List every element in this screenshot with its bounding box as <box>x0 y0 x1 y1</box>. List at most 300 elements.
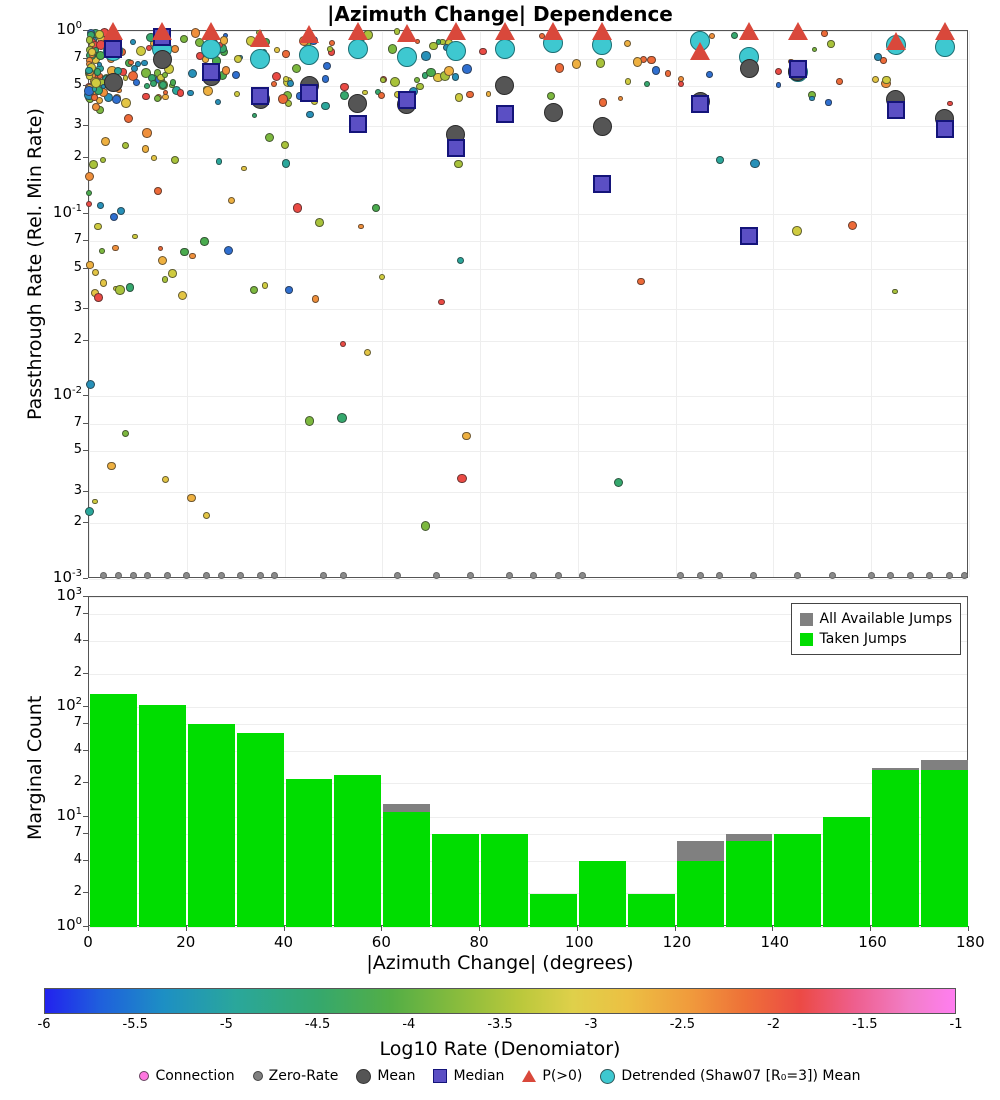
scatter-point-connection <box>99 248 105 254</box>
scatter-point-connection <box>379 274 385 280</box>
legend-item <box>139 1068 234 1084</box>
scatter-point-p-positive <box>886 32 906 50</box>
scatter-point-connection <box>222 66 231 75</box>
scatter-point-zero-rate <box>115 572 122 579</box>
histogram-y-tick-label: $10^3$ <box>56 586 82 604</box>
scatter-point-connection <box>115 285 124 294</box>
scatter-y-tick-label: $10^{-1}$ <box>52 202 82 221</box>
scatter-point-connection <box>892 289 897 294</box>
scatter-point-connection <box>775 68 782 75</box>
scatter-point-connection <box>94 293 103 302</box>
histogram-x-tick-label: 20 <box>176 933 196 951</box>
scatter-point-connection <box>380 77 386 83</box>
scatter-point-connection <box>163 90 168 95</box>
histogram-bar-taken-jumps <box>237 733 284 927</box>
histogram-bar-taken-jumps <box>774 834 821 927</box>
colorbar-tick-label: -1 <box>949 1017 963 1032</box>
scatter-point-connection <box>85 172 95 182</box>
scatter-point-connection <box>274 47 280 53</box>
scatter-point-zero-rate <box>506 572 513 579</box>
scatter-point-zero-rate <box>203 572 210 579</box>
scatter-point-p-positive <box>935 22 955 40</box>
histogram-bar-taken-jumps <box>579 861 626 927</box>
scatter-point-connection <box>121 98 131 108</box>
gridline <box>89 396 967 397</box>
scatter-y-axis-label: Passthrough Rate (Rel. Min Rate) <box>24 108 46 420</box>
scatter-point-connection <box>97 202 104 209</box>
scatter-point-connection <box>455 93 464 102</box>
scatter-point-zero-rate <box>794 572 801 579</box>
scatter-point-connection <box>162 94 168 100</box>
axis-tick-mark <box>83 613 88 614</box>
scatter-point-connection <box>252 113 258 119</box>
scatter-point-zero-rate <box>237 572 244 579</box>
scatter-point-zero-rate <box>257 572 264 579</box>
scatter-point-median <box>447 139 465 157</box>
scatter-y-tick-label: 3 <box>73 482 82 498</box>
scatter-y-tick-label: 5 <box>73 259 82 275</box>
scatter-point-connection <box>716 156 724 164</box>
scatter-point-zero-rate <box>271 572 278 579</box>
histogram-x-axis-label: |Azimuth Change| (degrees) <box>366 952 634 974</box>
histogram-y-tick-label: 2 <box>73 884 82 900</box>
scatter-point-mean <box>348 94 367 113</box>
histogram-x-tick-label: 60 <box>371 933 391 951</box>
scatter-point-connection <box>141 60 147 66</box>
gridline <box>89 241 967 242</box>
legend-item <box>356 1068 415 1084</box>
legend-item-label: P(>0) <box>542 1068 583 1084</box>
axis-tick-mark <box>83 750 88 751</box>
gridline <box>89 424 967 425</box>
colorbar-tick-label: -4.5 <box>304 1017 331 1032</box>
scatter-point-connection <box>429 42 437 50</box>
scatter-point-p-positive <box>788 22 808 40</box>
marker-legend <box>0 1068 1000 1084</box>
scatter-point-p-positive <box>592 22 612 40</box>
scatter-point-zero-rate <box>579 572 586 579</box>
scatter-point-connection <box>112 95 121 104</box>
histogram-bar-taken-jumps <box>383 812 430 927</box>
scatter-point-connection <box>792 226 802 236</box>
scatter-point-connection <box>281 141 289 149</box>
scatter-point-zero-rate <box>218 572 225 579</box>
histogram-x-tick-label: 80 <box>469 933 489 951</box>
scatter-point-mean <box>593 117 612 136</box>
histogram-bar-taken-jumps <box>188 724 235 927</box>
histogram-x-tick-label: 180 <box>956 933 985 951</box>
scatter-point-connection <box>262 282 269 289</box>
scatter-point-connection <box>388 44 397 53</box>
axis-tick-mark <box>83 240 88 241</box>
scatter-point-connection <box>731 32 738 39</box>
scatter-point-connection <box>92 103 100 111</box>
scatter-point-connection <box>85 507 94 516</box>
scatter-point-detrended-mean <box>446 41 466 61</box>
axis-tick-mark <box>772 926 773 931</box>
scatter-point-connection <box>203 86 213 96</box>
scatter-point-p-positive <box>348 22 368 40</box>
gridline <box>773 31 774 577</box>
histogram-bar-taken-jumps <box>726 841 773 927</box>
scatter-point-connection <box>86 36 93 43</box>
colorbar-tick-label: -5.5 <box>122 1017 148 1032</box>
scatter-point-connection <box>312 295 320 303</box>
scatter-point-connection <box>224 246 233 255</box>
scatter-point-connection <box>282 159 291 168</box>
scatter-point-connection <box>94 223 101 230</box>
histogram-y-tick-label: 7 <box>73 714 82 730</box>
gridline <box>285 31 286 577</box>
scatter-point-p-positive <box>103 22 123 40</box>
scatter-point-connection <box>122 142 129 149</box>
scatter-point-connection <box>364 349 371 356</box>
histogram-legend <box>791 603 961 655</box>
axis-tick-mark <box>284 926 285 931</box>
scatter-point-connection <box>91 94 97 100</box>
axis-tick-mark <box>83 522 88 523</box>
scatter-point-connection <box>92 269 99 276</box>
scatter-point-connection <box>287 80 294 87</box>
colorbar-tick-label: -3 <box>584 1017 598 1032</box>
scatter-point-connection <box>168 269 176 277</box>
histogram-x-tick-label: 0 <box>83 933 93 951</box>
gridline <box>382 31 383 577</box>
scatter-point-connection <box>444 66 454 76</box>
gridline <box>89 309 967 310</box>
scatter-point-median <box>202 63 220 81</box>
histogram-bar-taken-jumps <box>139 705 186 927</box>
scatter-point-connection <box>624 40 631 47</box>
scatter-point-mean <box>153 50 172 69</box>
scatter-point-connection <box>126 283 134 291</box>
gridline <box>578 31 579 577</box>
scatter-point-connection <box>809 96 815 102</box>
scatter-point-zero-rate <box>677 572 684 579</box>
scatter-y-tick-label: 3 <box>73 117 82 133</box>
colorbar-tick-label: -1.5 <box>852 1017 878 1032</box>
scatter-point-connection <box>486 91 491 96</box>
scatter-point-connection <box>776 82 782 88</box>
axis-tick-mark <box>83 125 88 126</box>
scatter-y-tick-label: 7 <box>73 414 82 430</box>
legend-item-label: Connection <box>155 1068 235 1084</box>
scatter-point-median <box>300 84 318 102</box>
histogram-y-tick-label: 2 <box>73 664 82 680</box>
scatter-point-median <box>740 227 758 245</box>
legend-label-all-jumps: All Available Jumps <box>819 611 952 627</box>
scatter-point-zero-rate <box>340 572 347 579</box>
scatter-point-median <box>496 105 514 123</box>
scatter-point-connection <box>133 79 140 86</box>
scatter-point-zero-rate <box>394 572 401 579</box>
scatter-point-median <box>398 91 416 109</box>
axis-tick-mark <box>83 706 88 707</box>
gridline <box>89 492 967 493</box>
scatter-point-zero-rate <box>100 572 107 579</box>
scatter-point-median <box>251 87 269 105</box>
legend-item <box>433 1068 504 1084</box>
legend-item-label: Zero-Rate <box>268 1068 339 1084</box>
scatter-point-connection <box>177 89 185 97</box>
scatter-point-connection <box>95 30 104 39</box>
scatter-point-detrended-mean <box>299 45 319 65</box>
histogram-bar-taken-jumps <box>481 834 528 927</box>
scatter-point-connection <box>100 279 108 287</box>
scatter-point-connection <box>390 77 400 87</box>
scatter-point-connection <box>836 78 843 85</box>
scatter-y-tick-label: 3 <box>73 300 82 316</box>
histogram-y-axis-label: Marginal Count <box>24 695 46 840</box>
scatter-point-connection <box>154 187 162 195</box>
scatter-point-connection <box>362 90 368 96</box>
legend-item-taken-jumps <box>800 629 952 649</box>
scatter-point-connection <box>555 63 565 73</box>
scatter-point-connection <box>825 99 831 105</box>
legend-label-taken-jumps: Taken Jumps <box>819 631 907 647</box>
scatter-point-connection <box>154 95 161 102</box>
scatter-point-connection <box>151 155 157 161</box>
scatter-y-tick-label: 2 <box>73 514 82 530</box>
gridline <box>89 126 967 127</box>
legend-item-label: Mean <box>377 1068 416 1084</box>
scatter-point-zero-rate <box>946 572 953 579</box>
scatter-point-detrended-mean <box>250 49 270 69</box>
histogram-y-tick-label: 4 <box>73 631 82 647</box>
axis-tick-mark <box>83 423 88 424</box>
axis-tick-mark <box>83 30 88 31</box>
scatter-point-connection <box>599 98 608 107</box>
histogram-x-tick-label: 100 <box>564 933 594 951</box>
scatter-point-connection <box>215 99 221 105</box>
axis-tick-mark <box>83 578 88 579</box>
scatter-point-zero-rate <box>320 572 327 579</box>
scatter-y-tick-label: 7 <box>73 232 82 248</box>
legend-item-label: Median <box>453 1068 505 1084</box>
legend-marker-dot-icon <box>253 1071 263 1081</box>
gridline <box>89 214 967 215</box>
scatter-point-connection <box>158 246 163 251</box>
histogram-bar-taken-jumps <box>628 894 675 927</box>
scatter-point-connection <box>271 81 277 87</box>
axis-tick-mark <box>83 395 88 396</box>
legend-item-label: Detrended (Shaw07 [R₀=3]) Mean <box>621 1068 861 1084</box>
scatter-point-connection <box>187 90 194 97</box>
scatter-point-connection <box>234 91 240 97</box>
scatter-point-mean <box>495 76 514 95</box>
gridline <box>89 451 967 452</box>
legend-item <box>600 1068 860 1084</box>
scatter-point-connection <box>265 133 274 142</box>
scatter-plot-panel <box>88 30 968 578</box>
scatter-point-detrended-mean <box>201 39 221 59</box>
scatter-point-p-positive <box>543 22 563 40</box>
colorbar-tick-label: -2.5 <box>669 1017 696 1032</box>
histogram-bar-taken-jumps <box>677 861 724 927</box>
scatter-point-connection <box>882 76 891 85</box>
axis-tick-mark <box>870 926 871 931</box>
scatter-point-connection <box>321 102 329 110</box>
scatter-point-connection <box>812 47 817 52</box>
scatter-point-p-positive <box>446 22 466 40</box>
axis-tick-mark <box>83 723 88 724</box>
scatter-point-connection <box>750 159 759 168</box>
scatter-point-connection <box>216 158 222 164</box>
colorbar-tick-label: -2 <box>767 1017 781 1032</box>
histogram-bar-taken-jumps <box>530 894 577 927</box>
scatter-point-connection <box>100 157 106 163</box>
scatter-point-connection <box>110 213 118 221</box>
scatter-y-tick-label: 7 <box>73 49 82 65</box>
scatter-point-connection <box>130 39 136 45</box>
scatter-point-median <box>104 40 122 58</box>
scatter-point-connection <box>293 203 303 213</box>
histogram-y-tick-label: $10^0$ <box>56 916 82 934</box>
scatter-point-connection <box>462 432 471 441</box>
scatter-point-zero-rate <box>907 572 914 579</box>
axis-tick-mark <box>83 308 88 309</box>
scatter-point-detrended-mean <box>348 39 368 59</box>
scatter-point-connection <box>89 160 98 169</box>
scatter-point-connection <box>232 71 240 79</box>
scatter-point-zero-rate <box>829 572 836 579</box>
scatter-y-tick-label: 2 <box>73 331 82 347</box>
scatter-point-connection <box>637 278 645 286</box>
scatter-point-p-positive <box>201 22 221 40</box>
page-title: |Azimuth Change| Dependence <box>327 2 673 26</box>
scatter-point-connection <box>596 58 606 68</box>
axis-tick-mark <box>577 926 578 931</box>
histogram-bar-taken-jumps <box>432 834 479 927</box>
gridline <box>676 31 677 577</box>
scatter-point-zero-rate <box>530 572 537 579</box>
scatter-point-connection <box>652 66 660 74</box>
scatter-point-connection <box>426 68 436 78</box>
scatter-point-zero-rate <box>887 572 894 579</box>
scatter-point-connection <box>241 166 247 172</box>
scatter-point-p-positive <box>397 24 417 42</box>
scatter-point-connection <box>180 248 189 257</box>
scatter-point-connection <box>112 245 119 252</box>
histogram-bar-taken-jumps <box>334 775 381 927</box>
histogram-bar-taken-jumps <box>90 694 137 927</box>
scatter-point-detrended-mean <box>397 47 417 67</box>
scatter-point-connection <box>162 476 169 483</box>
axis-tick-mark <box>675 926 676 931</box>
scatter-point-connection <box>86 380 95 389</box>
scatter-point-connection <box>92 499 98 505</box>
axis-tick-mark <box>83 268 88 269</box>
scatter-point-zero-rate <box>467 572 474 579</box>
scatter-point-detrended-mean <box>495 39 515 59</box>
scatter-point-connection <box>122 430 129 437</box>
scatter-point-connection <box>614 478 623 487</box>
scatter-point-connection <box>827 40 834 47</box>
gridline <box>89 31 90 577</box>
scatter-point-median <box>936 120 954 138</box>
scatter-point-median <box>593 175 611 193</box>
axis-tick-mark <box>83 892 88 893</box>
scatter-point-connection <box>315 218 324 227</box>
scatter-point-connection <box>200 237 209 246</box>
legend-marker-triangle-icon <box>522 1070 536 1082</box>
scatter-point-zero-rate <box>750 572 757 579</box>
colorbar-tick-label: -5 <box>219 1017 233 1032</box>
scatter-point-zero-rate <box>130 572 137 579</box>
scatter-point-connection <box>438 299 444 305</box>
histogram-y-tick-label: $10^1$ <box>56 806 82 824</box>
scatter-point-connection <box>466 91 473 98</box>
colorbar <box>44 988 956 1014</box>
scatter-point-connection <box>625 78 631 84</box>
scatter-point-connection <box>171 45 179 53</box>
scatter-point-median <box>789 60 807 78</box>
scatter-point-zero-rate <box>697 572 704 579</box>
colorbar-tick-label: -3.5 <box>487 1017 513 1032</box>
histogram-y-tick-label: 4 <box>73 741 82 757</box>
axis-tick-mark <box>88 926 89 931</box>
gridline <box>89 523 967 524</box>
legend-marker-dot-icon <box>139 1071 149 1081</box>
scatter-point-connection <box>86 201 92 207</box>
histogram-bar-taken-jumps <box>286 779 333 927</box>
scatter-point-median <box>887 101 905 119</box>
scatter-point-connection <box>421 521 430 530</box>
scatter-point-connection <box>872 76 879 83</box>
scatter-point-connection <box>282 50 289 57</box>
scatter-point-connection <box>678 81 684 87</box>
gridline <box>969 31 970 577</box>
axis-tick-mark <box>186 926 187 931</box>
axis-tick-mark <box>83 157 88 158</box>
legend-marker-dot-icon <box>600 1069 615 1084</box>
scatter-point-connection <box>136 46 146 56</box>
scatter-point-connection <box>132 234 137 239</box>
scatter-point-connection <box>188 69 197 78</box>
scatter-point-p-positive <box>152 22 172 40</box>
scatter-point-connection <box>94 68 101 75</box>
scatter-point-connection <box>462 64 472 74</box>
scatter-point-connection <box>947 101 953 107</box>
gridline <box>89 86 967 87</box>
gridline <box>89 269 967 270</box>
scatter-point-connection <box>189 253 195 259</box>
scatter-point-connection <box>665 70 672 77</box>
scatter-point-p-positive <box>495 22 515 40</box>
scatter-point-connection <box>187 494 196 503</box>
scatter-point-zero-rate <box>183 572 190 579</box>
colorbar-label: Log10 Rate (Denomiator) <box>379 1038 621 1060</box>
axis-tick-mark <box>83 596 88 597</box>
axis-tick-mark <box>479 926 480 931</box>
legend-item <box>522 1068 582 1084</box>
scatter-point-connection <box>372 204 380 212</box>
scatter-point-connection <box>633 57 643 67</box>
histogram-y-tick-label: 4 <box>73 851 82 867</box>
axis-tick-mark <box>83 816 88 817</box>
scatter-point-connection <box>142 128 151 137</box>
scatter-y-tick-label: $10^0$ <box>56 20 82 38</box>
scatter-y-tick-label: $10^{-2}$ <box>52 385 82 404</box>
scatter-point-connection <box>228 197 235 204</box>
scatter-point-connection <box>454 160 462 168</box>
scatter-point-connection <box>146 45 152 51</box>
scatter-point-connection <box>421 51 430 60</box>
scatter-point-connection <box>358 224 363 229</box>
scatter-point-connection <box>378 92 385 99</box>
scatter-point-connection <box>162 276 168 282</box>
scatter-point-zero-rate <box>716 572 723 579</box>
